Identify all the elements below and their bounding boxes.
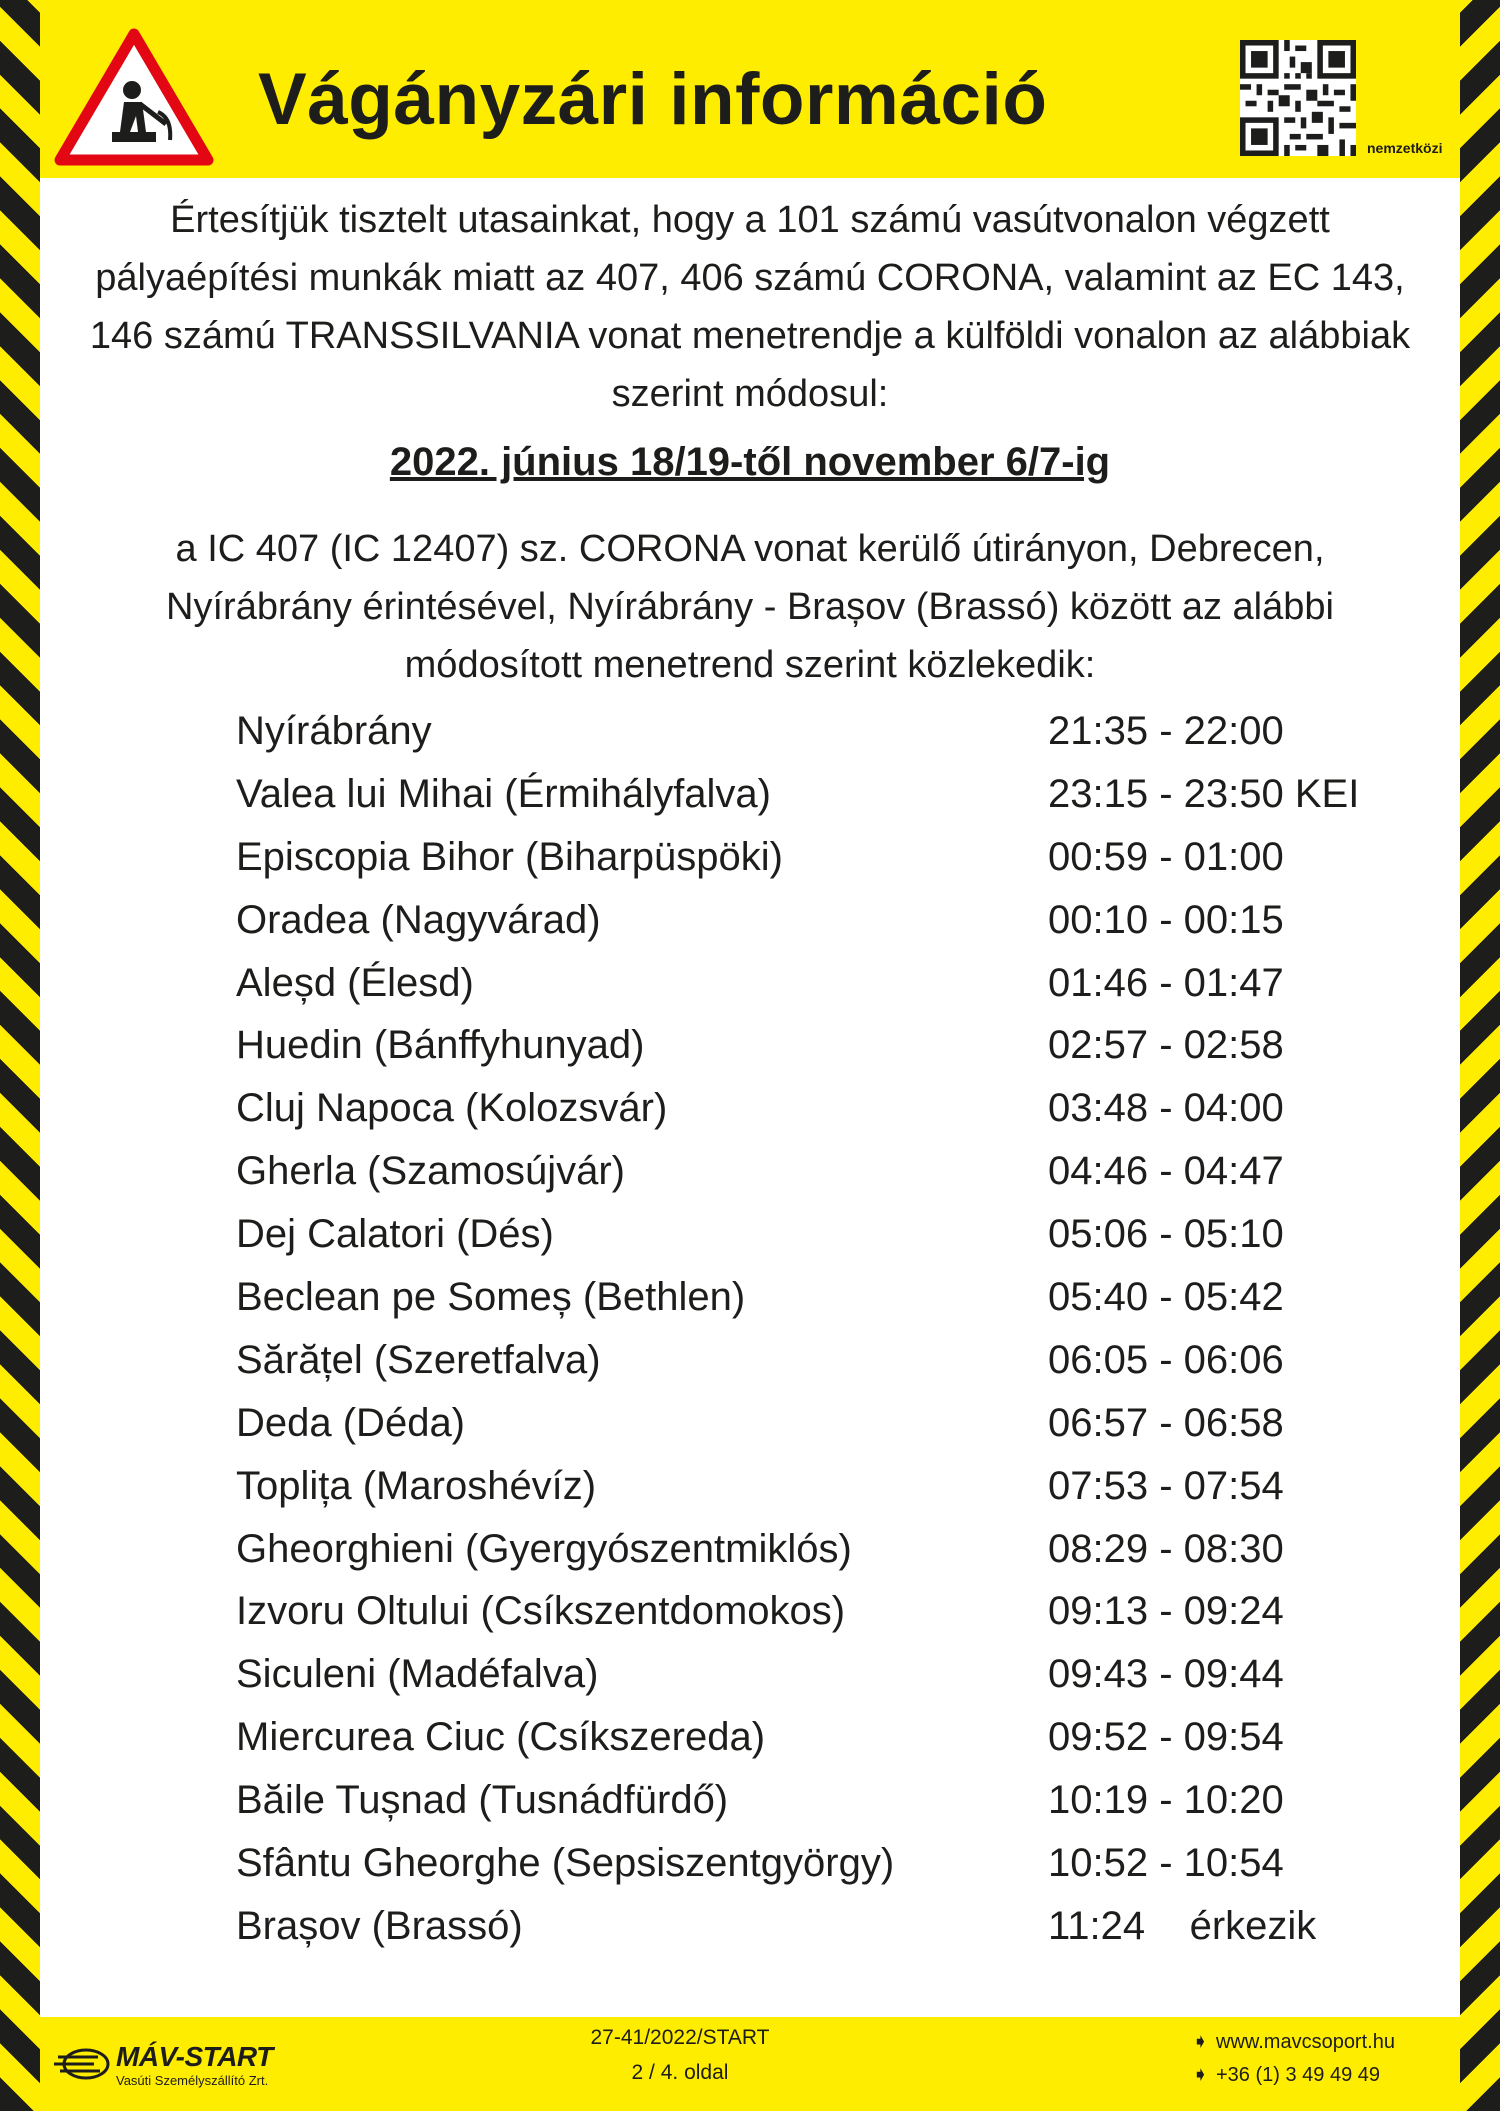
timetable-row — [236, 709, 1436, 772]
station-time: 09:43 - 09:44 — [1048, 1652, 1284, 1697]
station-name: Deda (Déda) — [236, 1400, 466, 1445]
document-reference: 27-41/2022/START — [590, 2026, 770, 2049]
station-name: Toplița (Maroshévíz) — [236, 1463, 597, 1508]
station-time: 03:48 - 04:00 — [1048, 1086, 1284, 1131]
website-text: www.mavcsoport.hu — [1216, 2031, 1395, 2053]
station-name: Miercurea Ciuc (Csíkszereda) — [236, 1715, 766, 1760]
hazard-stripe-left — [0, 0, 40, 2111]
website-link[interactable] — [1192, 2029, 1395, 2054]
timetable-row — [236, 1652, 1436, 1715]
station-name: Brașov (Brassó) — [236, 1903, 523, 1948]
timetable-row — [236, 1212, 1436, 1275]
timetable-row — [236, 1086, 1436, 1149]
station-time: 09:52 - 09:54 — [1048, 1715, 1284, 1760]
station-name: Siculeni (Madéfalva) — [236, 1652, 599, 1697]
timetable-row — [236, 1464, 1436, 1527]
station-name: Sfântu Gheorghe (Sepsiszentgyörgy) — [236, 1841, 895, 1886]
station-time: 06:57 - 06:58 — [1048, 1400, 1284, 1445]
station-name: Sărățel (Szeretfalva) — [236, 1337, 601, 1382]
route-note: a IC 407 (IC 12407) sz. CORONA vonat kerülő útirányon, Debrecen, Nyírábrány érintésével, Nyírábrány - Brașov (Brassó) között az alábbi módosított menetrend szerint közlekedik: — [166, 528, 1334, 686]
construction-warning-icon — [54, 28, 214, 166]
phone-link[interactable] — [1192, 2062, 1380, 2087]
timetable-row — [236, 1338, 1436, 1401]
station-time: 01:46 - 01:47 — [1048, 960, 1284, 1005]
station-time: 00:10 - 00:15 — [1048, 897, 1284, 942]
station-name: Episcopia Bihor (Biharpüspöki) — [236, 834, 783, 879]
timetable-row — [236, 1589, 1436, 1652]
station-name: Oradea (Nagyvárad) — [236, 897, 601, 942]
timetable-row — [236, 1275, 1436, 1338]
station-time: 10:52 - 10:54 — [1048, 1841, 1284, 1886]
mav-start-logo-icon — [52, 2039, 122, 2089]
station-name: Nyírábrány — [236, 709, 432, 753]
date-range: 2022. június 18/19-től november 6/7-ig — [389, 440, 1111, 484]
station-name: Gherla (Szamosújvár) — [236, 1149, 626, 1194]
phone-text: +36 (1) 3 49 49 49 — [1216, 2064, 1381, 2086]
station-name: Dej Calatori (Dés) — [236, 1212, 554, 1257]
timetable-row — [236, 835, 1436, 898]
timetable-row — [236, 1715, 1436, 1778]
station-time: 05:06 - 05:10 — [1048, 1212, 1284, 1257]
station-time: 04:46 - 04:47 — [1048, 1149, 1284, 1194]
station-time: 21:35 - 22:00 — [1048, 709, 1284, 753]
intro-paragraph: Értesítjük tisztelt utasainkat, hogy a 101 számú vasútvonalon végzett pályaépítési munkák miatt az 407, 406 számú CORONA, valamint az EC 143, 146 számú TRANSSILVANIA vonat menetrendje a külföldi vonalon az alábbiak szerint módosul: — [89, 199, 1411, 415]
logo-subtitle: Vasúti Személyszállító Zrt. — [116, 2073, 269, 2088]
header — [40, 0, 1460, 178]
station-name: Huedin (Bánffyhunyad) — [236, 1023, 645, 1068]
timetable-row — [236, 1401, 1436, 1464]
timetable-row — [236, 1527, 1436, 1590]
station-name: Beclean pe Someș (Bethlen) — [236, 1275, 746, 1320]
station-time: 10:19 - 10:20 — [1048, 1778, 1284, 1823]
timetable-row — [236, 1149, 1436, 1212]
timetable-row — [236, 1904, 1436, 1967]
station-time: 00:59 - 01:00 — [1048, 834, 1284, 879]
notice-panel — [40, 178, 1460, 2017]
station-name: Gheorghieni (Gyergyószentmiklós) — [236, 1526, 852, 1571]
footer — [40, 2017, 1460, 2111]
station-time: 02:57 - 02:58 — [1048, 1023, 1284, 1068]
station-time: 05:40 - 05:42 — [1048, 1275, 1284, 1320]
hazard-stripe-right — [1460, 0, 1500, 2111]
timetable-row — [236, 1841, 1436, 1904]
station-name: Valea lui Mihai (Érmihályfalva) — [236, 771, 771, 816]
page-title: Vágányzári információ — [258, 59, 1048, 140]
timetable-row — [236, 898, 1436, 961]
arrow-right-icon: ➧ — [1192, 2064, 1209, 2086]
station-time: 09:13 - 09:24 — [1048, 1589, 1284, 1634]
station-name: Izvoru Oltului (Csíkszentdomokos) — [236, 1589, 846, 1634]
timetable-row — [236, 961, 1436, 1024]
station-name: Aleșd (Élesd) — [236, 960, 474, 1005]
timetable-row — [236, 1023, 1436, 1086]
logo-name: MÁV-START — [116, 2041, 273, 2072]
station-time: 08:29 - 08:30 — [1048, 1526, 1284, 1571]
station-time: 06:05 - 06:06 — [1048, 1337, 1284, 1382]
timetable-row — [236, 1778, 1436, 1841]
qr-code[interactable] — [1240, 40, 1356, 156]
qr-label: nemzetközi — [1367, 140, 1443, 156]
station-name: Cluj Napoca (Kolozsvár) — [236, 1086, 668, 1131]
station-time: 23:15 - 23:50 KEI — [1048, 771, 1360, 816]
timetable — [236, 709, 1436, 1967]
station-time: 07:53 - 07:54 — [1048, 1463, 1284, 1508]
timetable-row — [236, 772, 1436, 835]
arrow-right-icon: ➧ — [1192, 2031, 1209, 2053]
station-time: 11:24 érkezik — [1048, 1903, 1317, 1948]
page-number: 2 / 4. oldal — [631, 2061, 729, 2084]
station-name: Băile Tușnad (Tusnádfürdő) — [236, 1778, 729, 1823]
